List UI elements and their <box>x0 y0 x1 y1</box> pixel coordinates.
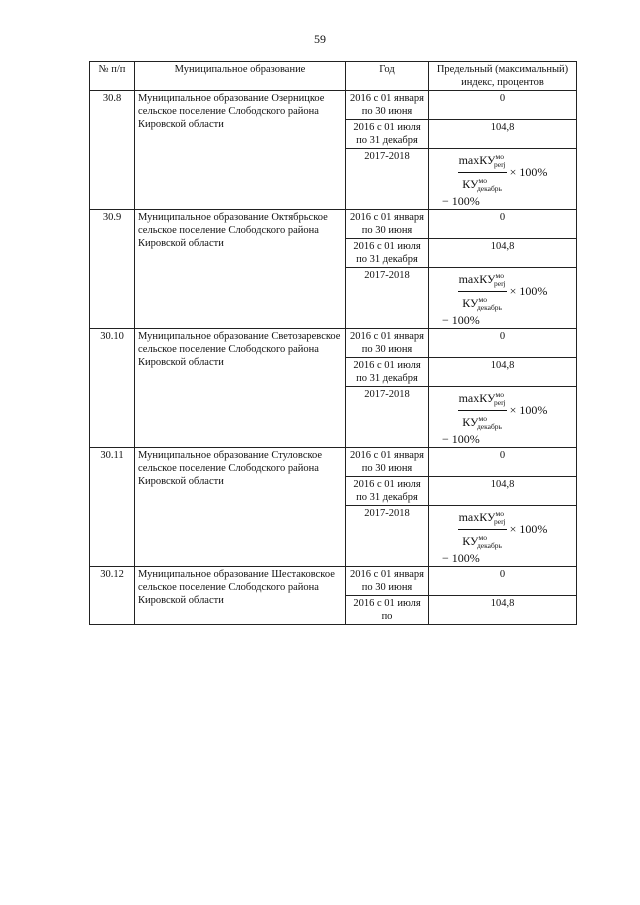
formula-times: × 100% <box>509 403 548 417</box>
index-formula <box>429 268 577 329</box>
index-formula <box>429 149 577 210</box>
period-year: 2016 с 01 января по 30 июня <box>346 329 429 358</box>
page-number: 59 <box>314 32 326 46</box>
formula-denominator <box>462 411 502 433</box>
formula-expression <box>432 269 573 314</box>
formula-minus: − 100% <box>442 194 480 208</box>
period-year: 2016 с 01 июля по 31 декабря <box>346 239 429 268</box>
denominator-main: КУ <box>462 534 479 548</box>
period-year: 2016 с 01 января по 30 июня <box>346 91 429 120</box>
period-year: 2016 с 01 января по 30 июня <box>346 448 429 477</box>
period-year: 2017-2018 <box>346 387 429 448</box>
denominator-superscript: мо <box>478 295 487 304</box>
numerator-superscript: мо <box>495 271 504 280</box>
formula-denominator <box>462 292 502 314</box>
numerator-superscript: мо <box>495 390 504 399</box>
index-value: 104,8 <box>429 120 577 149</box>
formula-fraction <box>458 388 507 433</box>
formula-numerator <box>458 150 507 173</box>
municipality-name: Муниципальное образование Озерницкое сельское поселение Слободского района Кировской области <box>135 91 346 210</box>
header-index: Предельный (максимальный) индекс, процентов <box>429 62 577 91</box>
index-value: 104,8 <box>429 596 577 625</box>
numerator-subscript: perj <box>493 160 506 169</box>
period-year: 2017-2018 <box>346 149 429 210</box>
row-number: 30.8 <box>90 91 135 210</box>
period-year: 2016 с 01 июля по 31 декабря <box>346 477 429 506</box>
numerator-superscript: мо <box>495 509 504 518</box>
denominator-superscript: мо <box>478 533 487 542</box>
row-number: 30.10 <box>90 329 135 448</box>
index-value: 104,8 <box>429 358 577 387</box>
formula-minus: − 100% <box>442 313 480 327</box>
header-num: № п/п <box>90 62 135 91</box>
table-row <box>90 329 577 358</box>
table-header-row <box>90 62 577 91</box>
municipality-name: Муниципальное образование Светозаревское сельское поселение Слободского района Кировской области <box>135 329 346 448</box>
formula-fraction <box>458 150 507 195</box>
header-year: Год <box>346 62 429 91</box>
row-number: 30.12 <box>90 567 135 625</box>
formula-times: × 100% <box>509 284 548 298</box>
index-formula <box>429 387 577 448</box>
index-formula <box>429 506 577 567</box>
period-year: 2017-2018 <box>346 506 429 567</box>
numerator-main: maxКУ <box>458 510 496 524</box>
numerator-main: maxКУ <box>458 153 496 167</box>
formula-expression <box>432 150 573 195</box>
row-number: 30.11 <box>90 448 135 567</box>
index-value: 0 <box>429 329 577 358</box>
period-year: 2016 с 01 января по 30 июня <box>346 567 429 596</box>
denominator-superscript: мо <box>478 176 487 185</box>
index-value: 104,8 <box>429 477 577 506</box>
formula-times: × 100% <box>509 522 548 536</box>
formula-denominator <box>462 530 502 552</box>
municipality-name: Муниципальное образование Стуловское сельское поселение Слободского района Кировской области <box>135 448 346 567</box>
numerator-main: maxКУ <box>458 391 496 405</box>
period-year: 2016 с 01 июля по 31 декабря <box>346 120 429 149</box>
municipality-name: Муниципальное образование Шестаковское сельское поселение Слободского района Кировской области <box>135 567 346 625</box>
row-number: 30.9 <box>90 210 135 329</box>
header-municipality: Муниципальное образование <box>135 62 346 91</box>
period-year: 2016 с 01 января по 30 июня <box>346 210 429 239</box>
numerator-superscript: мо <box>495 152 504 161</box>
index-value: 0 <box>429 567 577 596</box>
denominator-subscript: декабрь <box>476 422 502 431</box>
denominator-main: КУ <box>462 177 479 191</box>
formula-numerator <box>458 269 507 292</box>
period-year: 2017-2018 <box>346 268 429 329</box>
table-body <box>90 91 577 625</box>
formula-fraction <box>458 507 507 552</box>
index-value: 0 <box>429 448 577 477</box>
denominator-subscript: декабрь <box>476 303 502 312</box>
table-row <box>90 91 577 120</box>
numerator-subscript: perj <box>493 517 506 526</box>
denominator-superscript: мо <box>478 414 487 423</box>
denominator-main: КУ <box>462 296 479 310</box>
table-row <box>90 448 577 477</box>
index-value: 0 <box>429 210 577 239</box>
period-year: 2016 с 01 июля по 31 декабря <box>346 358 429 387</box>
table-row <box>90 567 577 596</box>
formula-minus: − 100% <box>442 551 480 565</box>
denominator-subscript: декабрь <box>476 184 502 193</box>
formula-expression <box>432 507 573 552</box>
formula-fraction <box>458 269 507 314</box>
municipality-name: Муниципальное образование Октябрьское сельское поселение Слободского района Кировской области <box>135 210 346 329</box>
formula-denominator <box>462 173 502 195</box>
index-value: 104,8 <box>429 239 577 268</box>
index-table <box>89 61 577 625</box>
numerator-main: maxКУ <box>458 272 496 286</box>
table-row <box>90 210 577 239</box>
numerator-subscript: perj <box>493 279 506 288</box>
formula-numerator <box>458 507 507 530</box>
formula-numerator <box>458 388 507 411</box>
denominator-subscript: декабрь <box>476 541 502 550</box>
formula-minus: − 100% <box>442 432 480 446</box>
index-value: 0 <box>429 91 577 120</box>
formula-expression <box>432 388 573 433</box>
denominator-main: КУ <box>462 415 479 429</box>
period-year: 2016 с 01 июля по <box>346 596 429 625</box>
formula-times: × 100% <box>509 165 548 179</box>
numerator-subscript: perj <box>493 398 506 407</box>
